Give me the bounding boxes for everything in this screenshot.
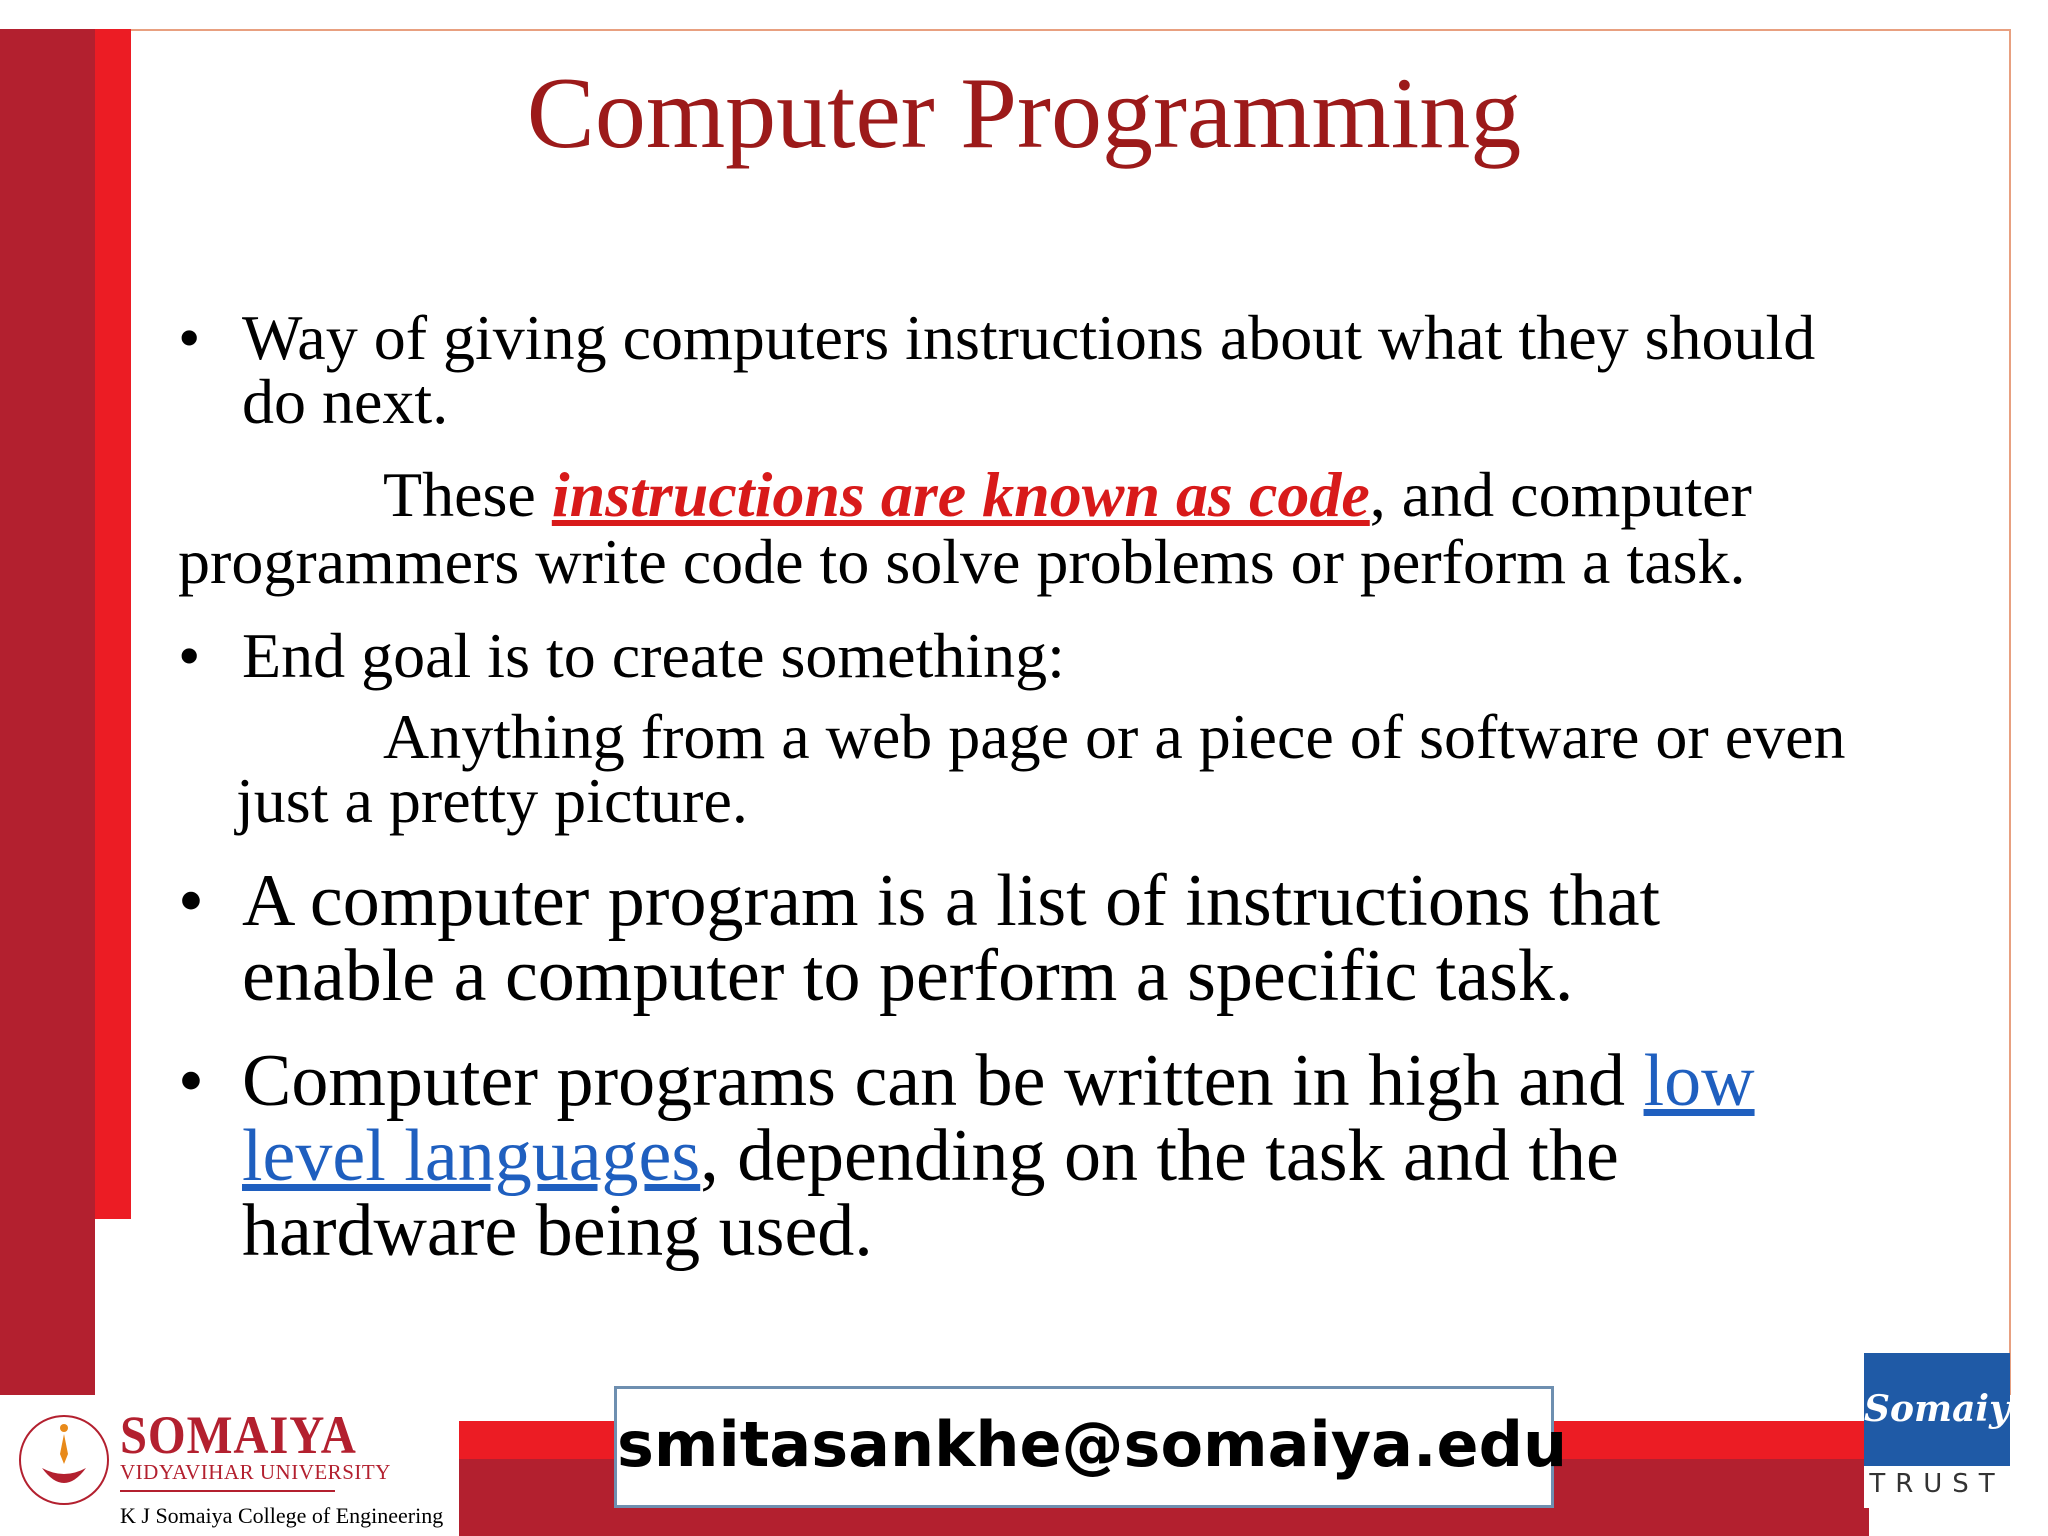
bullet-4-line-3: hardware being used. xyxy=(242,1190,873,1272)
bullet-marker: • xyxy=(178,302,201,373)
para-1-line-2: programmers write code to solve problems or perform a task. xyxy=(178,526,1746,597)
bullet-3-line-1: A computer program is a list of instructions that xyxy=(242,860,1661,942)
code-highlight: instructions are known as code xyxy=(551,459,1370,530)
low-level-languages-link[interactable]: low xyxy=(1643,1040,1755,1122)
somaiya-trust-logo xyxy=(1864,1353,2034,1508)
bullet-4-line-2 xyxy=(242,1115,1619,1197)
bullet-4-line-1 xyxy=(242,1040,1755,1122)
somaiya-logo-text: SOMAIYA xyxy=(120,1405,357,1465)
bullet-2-line-1: End goal is to create something: xyxy=(242,620,1065,691)
left-dark-bar xyxy=(0,29,95,1395)
trust-label: TRUST xyxy=(1869,1469,2005,1499)
email-box: smitasankhe@somaiya.edu xyxy=(614,1386,1554,1508)
para-1-line-1 xyxy=(383,459,1752,530)
para-2-line-1: Anything from a web page or a piece of software or even xyxy=(383,701,1846,772)
para-1-post: , and computer xyxy=(1369,459,1752,530)
bullet-marker: • xyxy=(178,620,201,691)
somaiya-emblem-icon xyxy=(12,1398,116,1528)
low-level-languages-link-cont[interactable]: level languages xyxy=(242,1115,701,1197)
bullet-4-post: , depending on the task and the xyxy=(700,1115,1619,1197)
somaiya-logo-subtitle: VIDYAVIHAR UNIVERSITY xyxy=(120,1460,391,1484)
para-1-pre: These xyxy=(383,459,552,530)
bullet-marker: • xyxy=(178,1040,204,1122)
slide-title: Computer Programming xyxy=(526,57,1522,170)
left-red-bar xyxy=(95,29,131,1219)
college-name: K J Somaiya College of Engineering xyxy=(120,1503,444,1528)
bullet-4-pre: Computer programs can be written in high and xyxy=(242,1040,1644,1122)
para-2-line-2: just a pretty picture. xyxy=(236,765,748,836)
logo-divider xyxy=(120,1490,335,1492)
bullet-1-line-1: Way of giving computers instructions about what they should xyxy=(242,302,1816,373)
bullet-3-line-2: enable a computer to perform a specific task. xyxy=(242,935,1574,1017)
bullet-marker: • xyxy=(178,860,204,942)
trust-logo-mark: Somaiya xyxy=(1864,1353,2010,1466)
bullet-1-line-2: do next. xyxy=(242,366,449,437)
